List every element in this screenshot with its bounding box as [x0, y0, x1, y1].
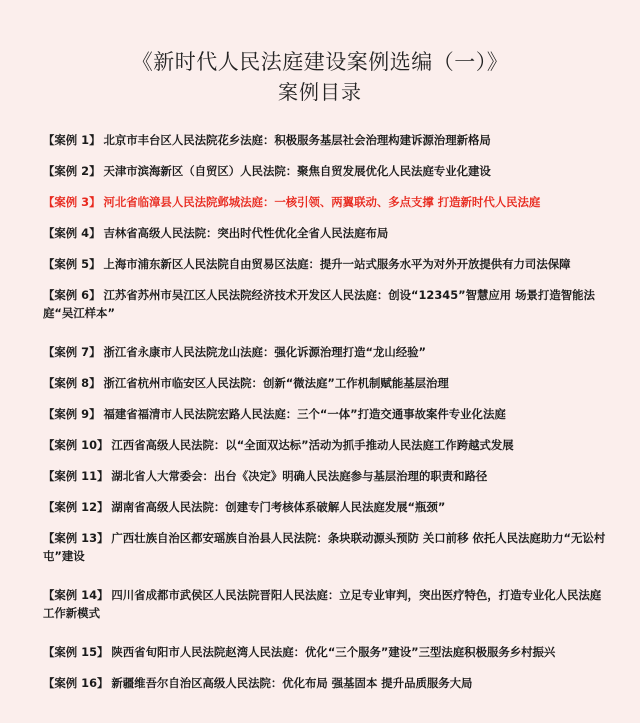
case-label: 【案例 3】 [43, 195, 101, 209]
case-item [43, 405, 611, 436]
case-text: 江苏省苏州市吴江区人民法院经济技术开发区人民法庭：创设“12345”智慧应用 场景打造智能法庭“吴江样本” [43, 288, 595, 320]
case-item [43, 374, 611, 405]
case-item [43, 643, 611, 674]
case-text: 陕西省旬阳市人民法院赵湾人民法庭：优化“三个服务”建设”三型法庭积极服务乡村振兴 [111, 645, 556, 659]
case-text: 湖北省人大常委会：出台《决定》明确人民法庭参与基层治理的职责和路径 [111, 469, 488, 483]
case-text: 广西壮族自治区都安瑶族自治县人民法院：条块联动源头预防 关口前移 依托人民法庭助力“无讼村屯”建设 [43, 531, 606, 563]
case-text: 上海市浦东新区人民法院自由贸易区法庭：提升一站式服务水平为对外开放提供有力司法保障 [103, 257, 571, 271]
case-item [43, 162, 611, 193]
case-label: 【案例 10】 [43, 438, 109, 452]
case-label: 【案例 7】 [43, 345, 101, 359]
case-text: 天津市滨海新区（自贸区）人民法院：聚焦自贸发展优化人民法庭专业化建设 [103, 164, 491, 178]
case-text: 湖南省高级人民法院：创建专门考核体系破解人民法庭发展“瓶颈” [111, 500, 446, 514]
case-label: 【案例 12】 [43, 500, 109, 514]
case-label: 【案例 6】 [43, 288, 101, 302]
case-label: 【案例 8】 [43, 376, 101, 390]
case-item [43, 286, 611, 343]
case-text: 浙江省杭州市临安区人民法院：创新“微法庭”工作机制赋能基层治理 [103, 376, 449, 390]
case-text: 河北省临漳县人民法院邺城法庭：一核引领、两翼联动、多点支撑 打造新时代人民法庭 [103, 195, 541, 209]
case-item [43, 674, 611, 705]
case-text: 吉林省高级人民法院：突出时代性优化全省人民法庭布局 [103, 226, 389, 240]
case-label: 【案例 4】 [43, 226, 101, 240]
case-text: 浙江省永康市人民法院龙山法庭：强化诉源治理打造“龙山经验” [103, 345, 426, 359]
case-label: 【案例 13】 [43, 531, 109, 545]
case-item [43, 255, 611, 286]
case-label: 【案例 2】 [43, 164, 101, 178]
case-list [43, 131, 611, 705]
case-item [43, 131, 611, 162]
case-item [43, 467, 611, 498]
case-item [43, 436, 611, 467]
case-item [43, 224, 611, 255]
case-item [43, 529, 611, 586]
case-text: 北京市丰台区人民法院花乡法庭：积极服务基层社会治理构建诉源治理新格局 [103, 133, 491, 147]
case-item [43, 586, 611, 643]
document-subtitle: 案例目录 [278, 80, 362, 104]
case-text: 新疆维吾尔自治区高级人民法院：优化布局 强基固本 提升品质服务大局 [111, 676, 473, 690]
case-text: 江西省高级人民法院：以“全面双达标”活动为抓手推动人民法庭工作跨越式发展 [111, 438, 514, 452]
case-label: 【案例 15】 [43, 645, 109, 659]
case-text: 四川省成都市武侯区人民法院晋阳人民法庭：立足专业审判，突出医疗特色，打造专业化人民法庭工作新模式 [43, 588, 602, 620]
document-title: 《新时代人民法庭建设案例选编（一）》 [131, 50, 509, 74]
case-item [43, 343, 611, 374]
case-item-highlighted [43, 193, 611, 224]
case-label: 【案例 14】 [43, 588, 109, 602]
case-item [43, 498, 611, 529]
case-text: 福建省福清市人民法院宏路人民法庭：三个“一体”打造交通事故案件专业化法庭 [103, 407, 506, 421]
case-label: 【案例 9】 [43, 407, 101, 421]
case-label: 【案例 16】 [43, 676, 109, 690]
case-label: 【案例 1】 [43, 133, 101, 147]
case-label: 【案例 11】 [43, 469, 109, 483]
case-label: 【案例 5】 [43, 257, 101, 271]
